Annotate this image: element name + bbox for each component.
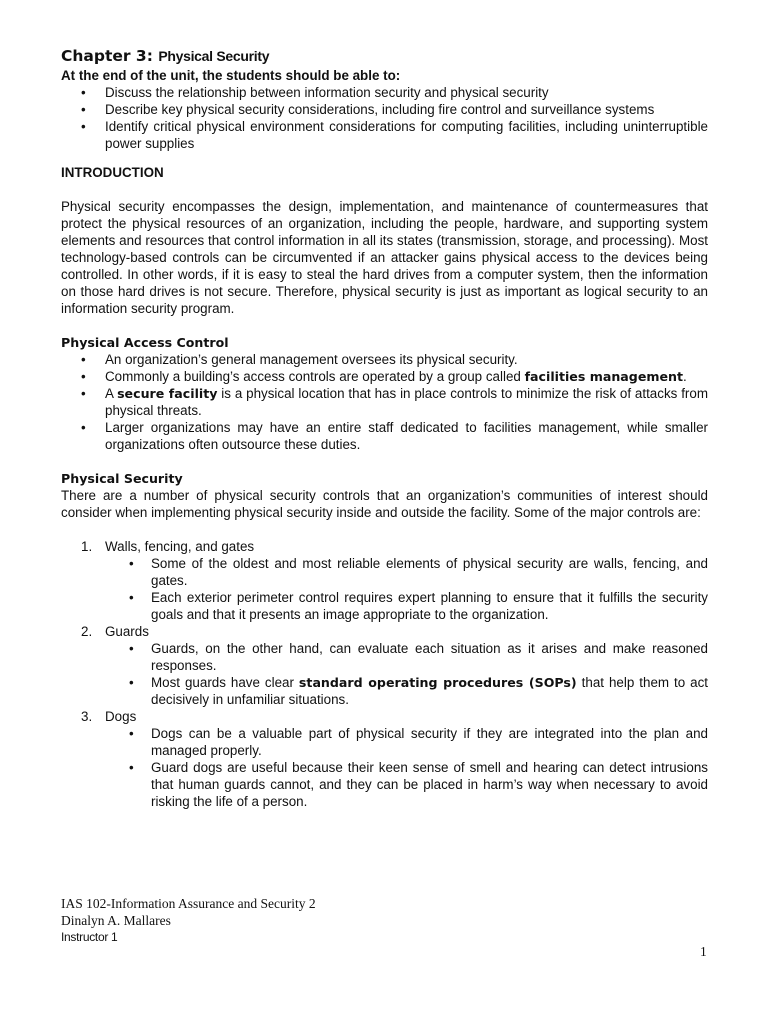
- controls-list: [61, 538, 708, 810]
- instructor-role: Instructor 1: [61, 930, 118, 944]
- control-bullet: • Each exterior perimeter control requires expert planning to ensure that it fulfills the security goals and that it presents an image appropriate to the organization.: [61, 589, 708, 623]
- objective-item: • Discuss the relationship between information security and physical security: [61, 84, 708, 101]
- control-bullets: [61, 555, 708, 623]
- bold-term: facilities management: [524, 369, 684, 384]
- item-text: that help them to act decisively in unfamiliar situations.: [151, 675, 709, 707]
- introduction-heading: INTRODUCTION: [61, 165, 164, 180]
- page-number: 1: [700, 944, 707, 959]
- physical-security-paragraph: There are a number of physical security controls that an organization’s communities of interest should consider when implementing physical security inside and outside the facility. Some of the major controls are:: [61, 488, 708, 520]
- control-title: Walls, fencing, and gates: [105, 539, 255, 554]
- course-name: IAS 102-Information Assurance and Security 2: [61, 896, 316, 911]
- objective-item: • Identify critical physical environment considerations for computing facilities, including uninterruptible power supplies: [61, 118, 708, 152]
- access-control-item: • An organization’s general management oversees its physical security.: [61, 351, 708, 368]
- chapter-title: [61, 48, 708, 65]
- item-text: A: [105, 386, 118, 401]
- control-bullet: [61, 674, 708, 708]
- control-item-dogs: [61, 708, 708, 810]
- chapter-name: Physical Security: [158, 48, 270, 64]
- control-item-guards: [61, 623, 708, 708]
- objectives-heading: At the end of the unit, the students should be able to:: [61, 68, 401, 83]
- page-footer: [61, 895, 316, 946]
- introduction-paragraph: Physical security encompasses the design, implementation, and maintenance of countermeasures that protect the physical resources of an organization, including the people, hardware, and supporting system elements and resources that control information in all its states (transmission, storage, and processing). Most technology-based controls can be circumvented if an attacker gains physical access to the devices being controlled. In other words, if it is easy to steal the hard drives from a computer system, then the information on those hard drives is not secure. Therefore, physical security is just as important as logical security to an information security program.: [61, 199, 708, 316]
- control-bullets: [61, 640, 708, 708]
- control-title: Dogs: [105, 709, 137, 724]
- control-number: 3.: [81, 709, 93, 724]
- item-text: Most guards have clear: [151, 675, 299, 690]
- document-page: [61, 48, 708, 810]
- item-text: is a physical location that has in place controls to minimize the risk of attacks from physical threats.: [105, 386, 708, 418]
- control-number: 1.: [81, 539, 93, 554]
- bold-term: standard operating procedures (SOPs): [298, 675, 577, 690]
- instructor-name: Dinalyn A. Mallares: [61, 913, 171, 928]
- control-title: Guards: [105, 624, 149, 639]
- objectives-list: [61, 84, 708, 152]
- item-text: Commonly a building’s access controls are operated by a group called: [105, 369, 525, 384]
- control-bullet: • Dogs can be a valuable part of physical security if they are integrated into the plan and managed properly.: [61, 725, 708, 759]
- access-control-heading: Physical Access Control: [61, 335, 229, 350]
- item-text: .: [683, 369, 687, 384]
- access-control-item: [61, 368, 708, 385]
- control-bullet: • Guard dogs are useful because their keen sense of smell and hearing can detect intrusions that human guards cannot, and they can be placed in harm’s way when necessary to avoid risking the life of a person.: [61, 759, 708, 810]
- access-control-item: • Larger organizations may have an entire staff dedicated to facilities management, while smaller organizations often outsource these duties.: [61, 419, 708, 453]
- control-bullet: • Some of the oldest and most reliable elements of physical security are walls, fencing, and gates.: [61, 555, 708, 589]
- access-control-list: [61, 351, 708, 453]
- control-bullet: • Guards, on the other hand, can evaluate each situation as it arises and make reasoned responses.: [61, 640, 708, 674]
- physical-security-heading: Physical Security: [61, 471, 183, 486]
- bold-term: secure facility: [117, 386, 218, 401]
- chapter-label: Chapter 3:: [61, 47, 153, 65]
- control-number: 2.: [81, 624, 93, 639]
- control-bullets: [61, 725, 708, 810]
- control-item-walls: [61, 538, 708, 623]
- objective-item: • Describe key physical security considerations, including fire control and surveillance systems: [61, 101, 708, 118]
- access-control-item: [61, 385, 708, 419]
